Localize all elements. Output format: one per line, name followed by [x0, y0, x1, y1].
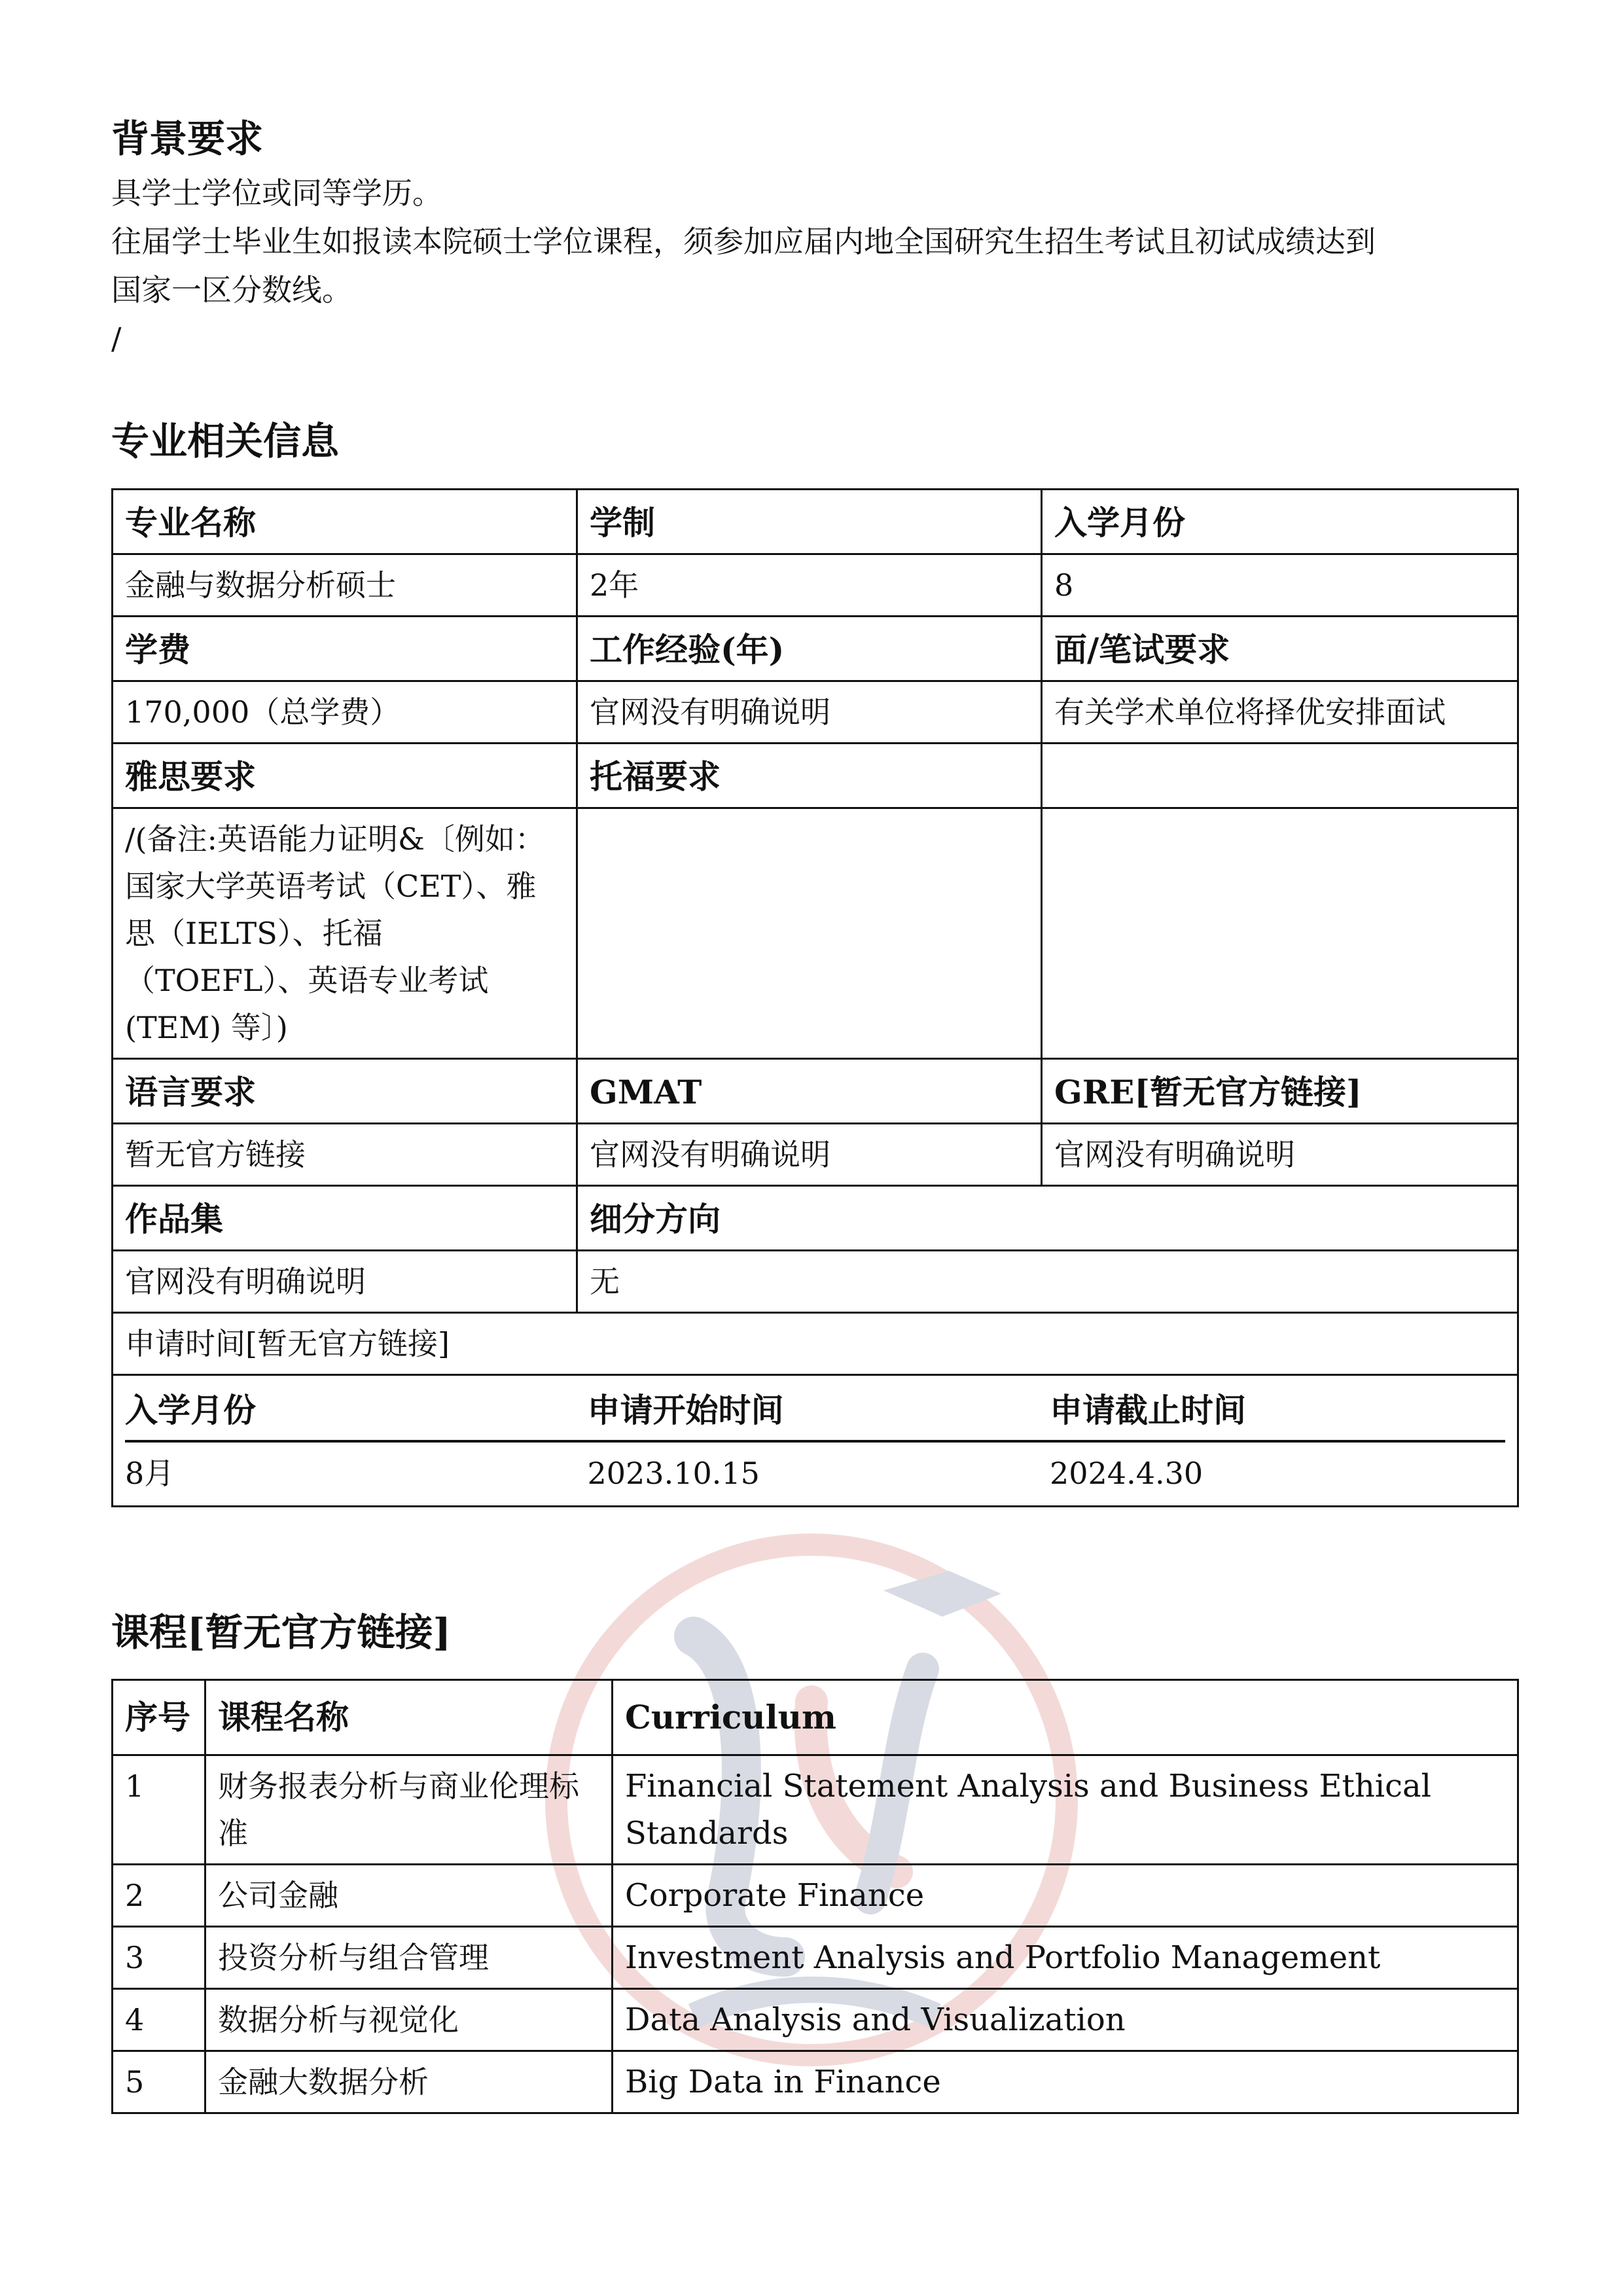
header-tuition: 学费	[113, 617, 577, 681]
background-title: 背景要求	[111, 117, 264, 161]
program-info-title: 专业相关信息	[111, 419, 340, 463]
course-number: 4	[113, 1989, 205, 2051]
header-work-experience: 工作经验(年)	[577, 617, 1042, 681]
header-portfolio: 作品集	[113, 1186, 577, 1251]
table-row	[113, 744, 1518, 808]
gmat-value: 官网没有明确说明	[577, 1124, 1042, 1186]
interview-value: 有关学术单位将择优安排面试	[1042, 681, 1518, 744]
header-intake-month: 入学月份	[1042, 490, 1518, 554]
course-name-cn: 数据分析与视觉化	[205, 1989, 613, 2051]
portfolio-value: 官网没有明确说明	[113, 1251, 577, 1313]
header-interview: 面/笔试要求	[1042, 617, 1518, 681]
table-row	[113, 1755, 1518, 1865]
table-row	[113, 1989, 1518, 2051]
courses-title: 课程[暂无官方链接]	[111, 1610, 451, 1655]
app-start-value: 2023.10.15	[587, 1456, 760, 1491]
course-name-cn: 金融大数据分析	[205, 2051, 613, 2113]
language-value: 暂无官方链接	[113, 1124, 577, 1186]
table-row	[125, 1380, 1505, 1441]
header-app-end: 申请截止时间	[1050, 1380, 1505, 1441]
table-row	[113, 1375, 1518, 1507]
header-course-name: 课程名称	[205, 1680, 613, 1755]
application-time-label: 申请时间[暂无官方链接]	[113, 1313, 1518, 1375]
curriculum-table	[111, 1679, 1519, 2114]
ielts-value: /(备注:英语能力证明&〔例如：国家大学英语考试（CET）、雅思（IELTS）、托福（TOEFL）、英语专业考试(TEM) 等〕)	[113, 808, 577, 1059]
header-number: 序号	[113, 1680, 205, 1755]
table-row	[113, 490, 1518, 554]
course-number: 2	[113, 1865, 205, 1927]
empty-cell	[1042, 808, 1518, 1059]
program-duration: 2年	[577, 554, 1042, 617]
course-name-en: Data Analysis and Visualization	[613, 1989, 1518, 2051]
course-name-cn: 财务报表分析与商业伦理标准	[205, 1755, 613, 1865]
table-row	[113, 1865, 1518, 1927]
direction-value: 无	[577, 1251, 1518, 1313]
table-row	[113, 1313, 1518, 1375]
table-row	[113, 617, 1518, 681]
program-name: 金融与数据分析硕士	[113, 554, 577, 617]
background-line: /	[111, 321, 122, 356]
application-time-table	[125, 1380, 1505, 1496]
table-row	[113, 1124, 1518, 1186]
course-name-en: Financial Statement Analysis and Business Ethical Standards	[613, 1755, 1518, 1865]
tuition-value: 170,000（总学费）	[113, 681, 577, 744]
table-row	[113, 681, 1518, 744]
course-name-cn: 公司金融	[205, 1865, 613, 1927]
app-end-value: 2024.4.30	[1050, 1456, 1204, 1491]
header-language: 语言要求	[113, 1059, 577, 1124]
table-row	[113, 1251, 1518, 1313]
application-time-cell	[113, 1375, 1518, 1507]
header-ielts: 雅思要求	[113, 744, 577, 808]
program-info-table	[111, 488, 1519, 1507]
header-gmat: GMAT	[577, 1059, 1042, 1124]
course-number: 1	[113, 1755, 205, 1865]
course-name-cn: 投资分析与组合管理	[205, 1927, 613, 1989]
header-app-start: 申请开始时间	[588, 1380, 1050, 1441]
app-intake-value: 8月	[125, 1456, 175, 1491]
header-direction: 细分方向	[577, 1186, 1518, 1251]
background-line: 具学士学位或同等学历。	[111, 175, 442, 211]
background-line: 国家一区分数线。	[111, 272, 352, 308]
table-row	[113, 1927, 1518, 1989]
course-number: 5	[113, 2051, 205, 2113]
table-row	[113, 1059, 1518, 1124]
header-toefl: 托福要求	[577, 744, 1042, 808]
background-line: 往届学士毕业生如报读本院硕士学位课程，须参加应届内地全国研究生招生考试且初试成绩达到	[111, 224, 1376, 259]
toefl-value	[577, 808, 1042, 1059]
course-name-en: Investment Analysis and Portfolio Management	[613, 1927, 1518, 1989]
table-row	[113, 808, 1518, 1059]
table-row	[113, 554, 1518, 617]
course-name-en: Corporate Finance	[613, 1865, 1518, 1927]
header-program-name: 专业名称	[113, 490, 577, 554]
work-experience-value: 官网没有明确说明	[577, 681, 1042, 744]
program-intake-month: 8	[1042, 554, 1518, 617]
table-row	[113, 1186, 1518, 1251]
gre-value: 官网没有明确说明	[1042, 1124, 1518, 1186]
table-row	[125, 1441, 1505, 1496]
header-gre: GRE[暂无官方链接]	[1042, 1059, 1518, 1124]
table-row	[113, 1680, 1518, 1755]
course-name-en: Big Data in Finance	[613, 2051, 1518, 2113]
course-number: 3	[113, 1927, 205, 1989]
header-app-intake: 入学月份	[125, 1380, 588, 1441]
table-row	[113, 2051, 1518, 2113]
header-duration: 学制	[577, 490, 1042, 554]
header-curriculum: Curriculum	[613, 1680, 1518, 1755]
empty-cell	[1042, 744, 1518, 808]
background-text	[111, 169, 1518, 363]
